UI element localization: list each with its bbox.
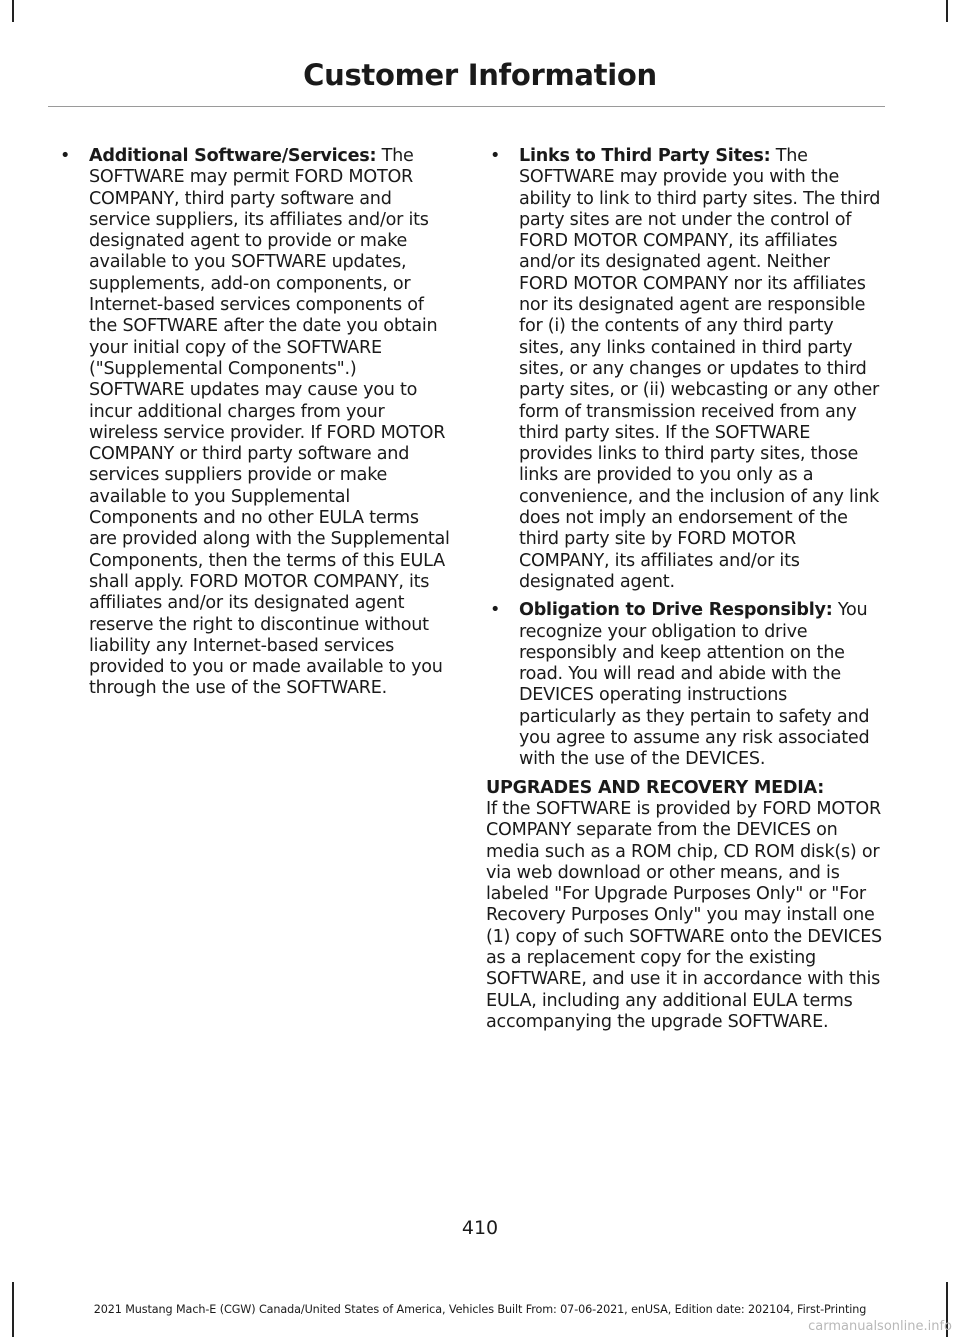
item-term: Additional Software/Services: [89, 146, 377, 166]
page-number: 410 [461, 1217, 499, 1239]
page-title: Customer Information [303, 58, 657, 92]
crop-mark-top-right [946, 0, 948, 22]
list-item [486, 146, 882, 593]
bullet-marker: • [490, 600, 501, 621]
item-term: Links to Third Party Sites: [519, 146, 771, 166]
section-heading: UPGRADES AND RECOVERY MEDIA: [486, 777, 824, 798]
right-column [486, 146, 882, 1033]
bullet-marker: • [60, 146, 71, 166]
crop-mark-top-left [12, 0, 14, 22]
item-text: The SOFTWARE may permit FORD MOTOR COMPANY, third party software and service suppliers, its affiliates and/or its designated agent to provide or make available to you SOFTWARE updates, supplements, add-on components, or Internet-based services components of the SOFTWARE after the date you obtain your initial copy of the SOFTWARE ("Supplemental Components".) SOFTWARE updates may cause you to incur additional charges from your wireless service provider. If FORD MOTOR COMPANY or third party software and services suppliers provide or make available to you Supplemental Components and no other EULA terms are provided along with the Supplemental Components, then the terms of this EULA shall apply. FORD MOTOR COMPANY, its affiliates and/or its designated agent reserve the right to discontinue without liability any Internet-based services provided to you or made available to you through the use of the SOFTWARE. [89, 146, 450, 699]
footer-text: 2021 Mustang Mach-E (CGW) Canada/United States of America, Vehicles Built From: 07-06-2021, enUSA, Edition date: 202104, First-Printing [93, 1303, 867, 1316]
item-text: The SOFTWARE may provide you with the ability to link to third party sites. The third party sites are not under the control of FORD MOTOR COMPANY, its affiliates and/or its designated agent. Neither FORD MOTOR COMPANY nor its affiliates nor its designated agent are responsible for (i) the contents of any third party sites, any links contained in third party sites, or any changes or updates to third party sites, or (ii) webcasting or any other form of transmission received from any third party sites. If the SOFTWARE provides links to third party sites, those links are provided to you only as a convenience, and the inclusion of any link does not imply an endorsement of the third party site by FORD MOTOR COMPANY, its affiliates and/or its designated agent. [519, 146, 881, 592]
header-divider [48, 106, 885, 107]
list-item [486, 600, 882, 770]
bullet-marker: • [490, 146, 501, 166]
item-text: You recognize your obligation to drive responsibly and keep attention on the road. You will read and abide with the DEVICES operating instructions particularly as they pertain to safety and you agree to assume any risk associated with the use of the DEVICES. [519, 600, 870, 770]
section-body: If the SOFTWARE is provided by FORD MOTOR COMPANY separate from the DEVICES on media such as a ROM chip, CD ROM disk(s) or via web download or other means, and is labeled "For Upgrade Purposes Only" or "For Recovery Purposes Only" you may install one (1) copy of such SOFTWARE onto the DEVICES as a replacement copy for the existing SOFTWARE, and use it in accordance with this EULA, including any additional EULA terms accompanying the upgrade SOFTWARE. [486, 798, 882, 1032]
watermark: carmanualsonline.info [808, 1319, 952, 1334]
left-column [56, 146, 450, 707]
list-item [56, 146, 450, 700]
item-term: Obligation to Drive Responsibly: [519, 600, 833, 621]
